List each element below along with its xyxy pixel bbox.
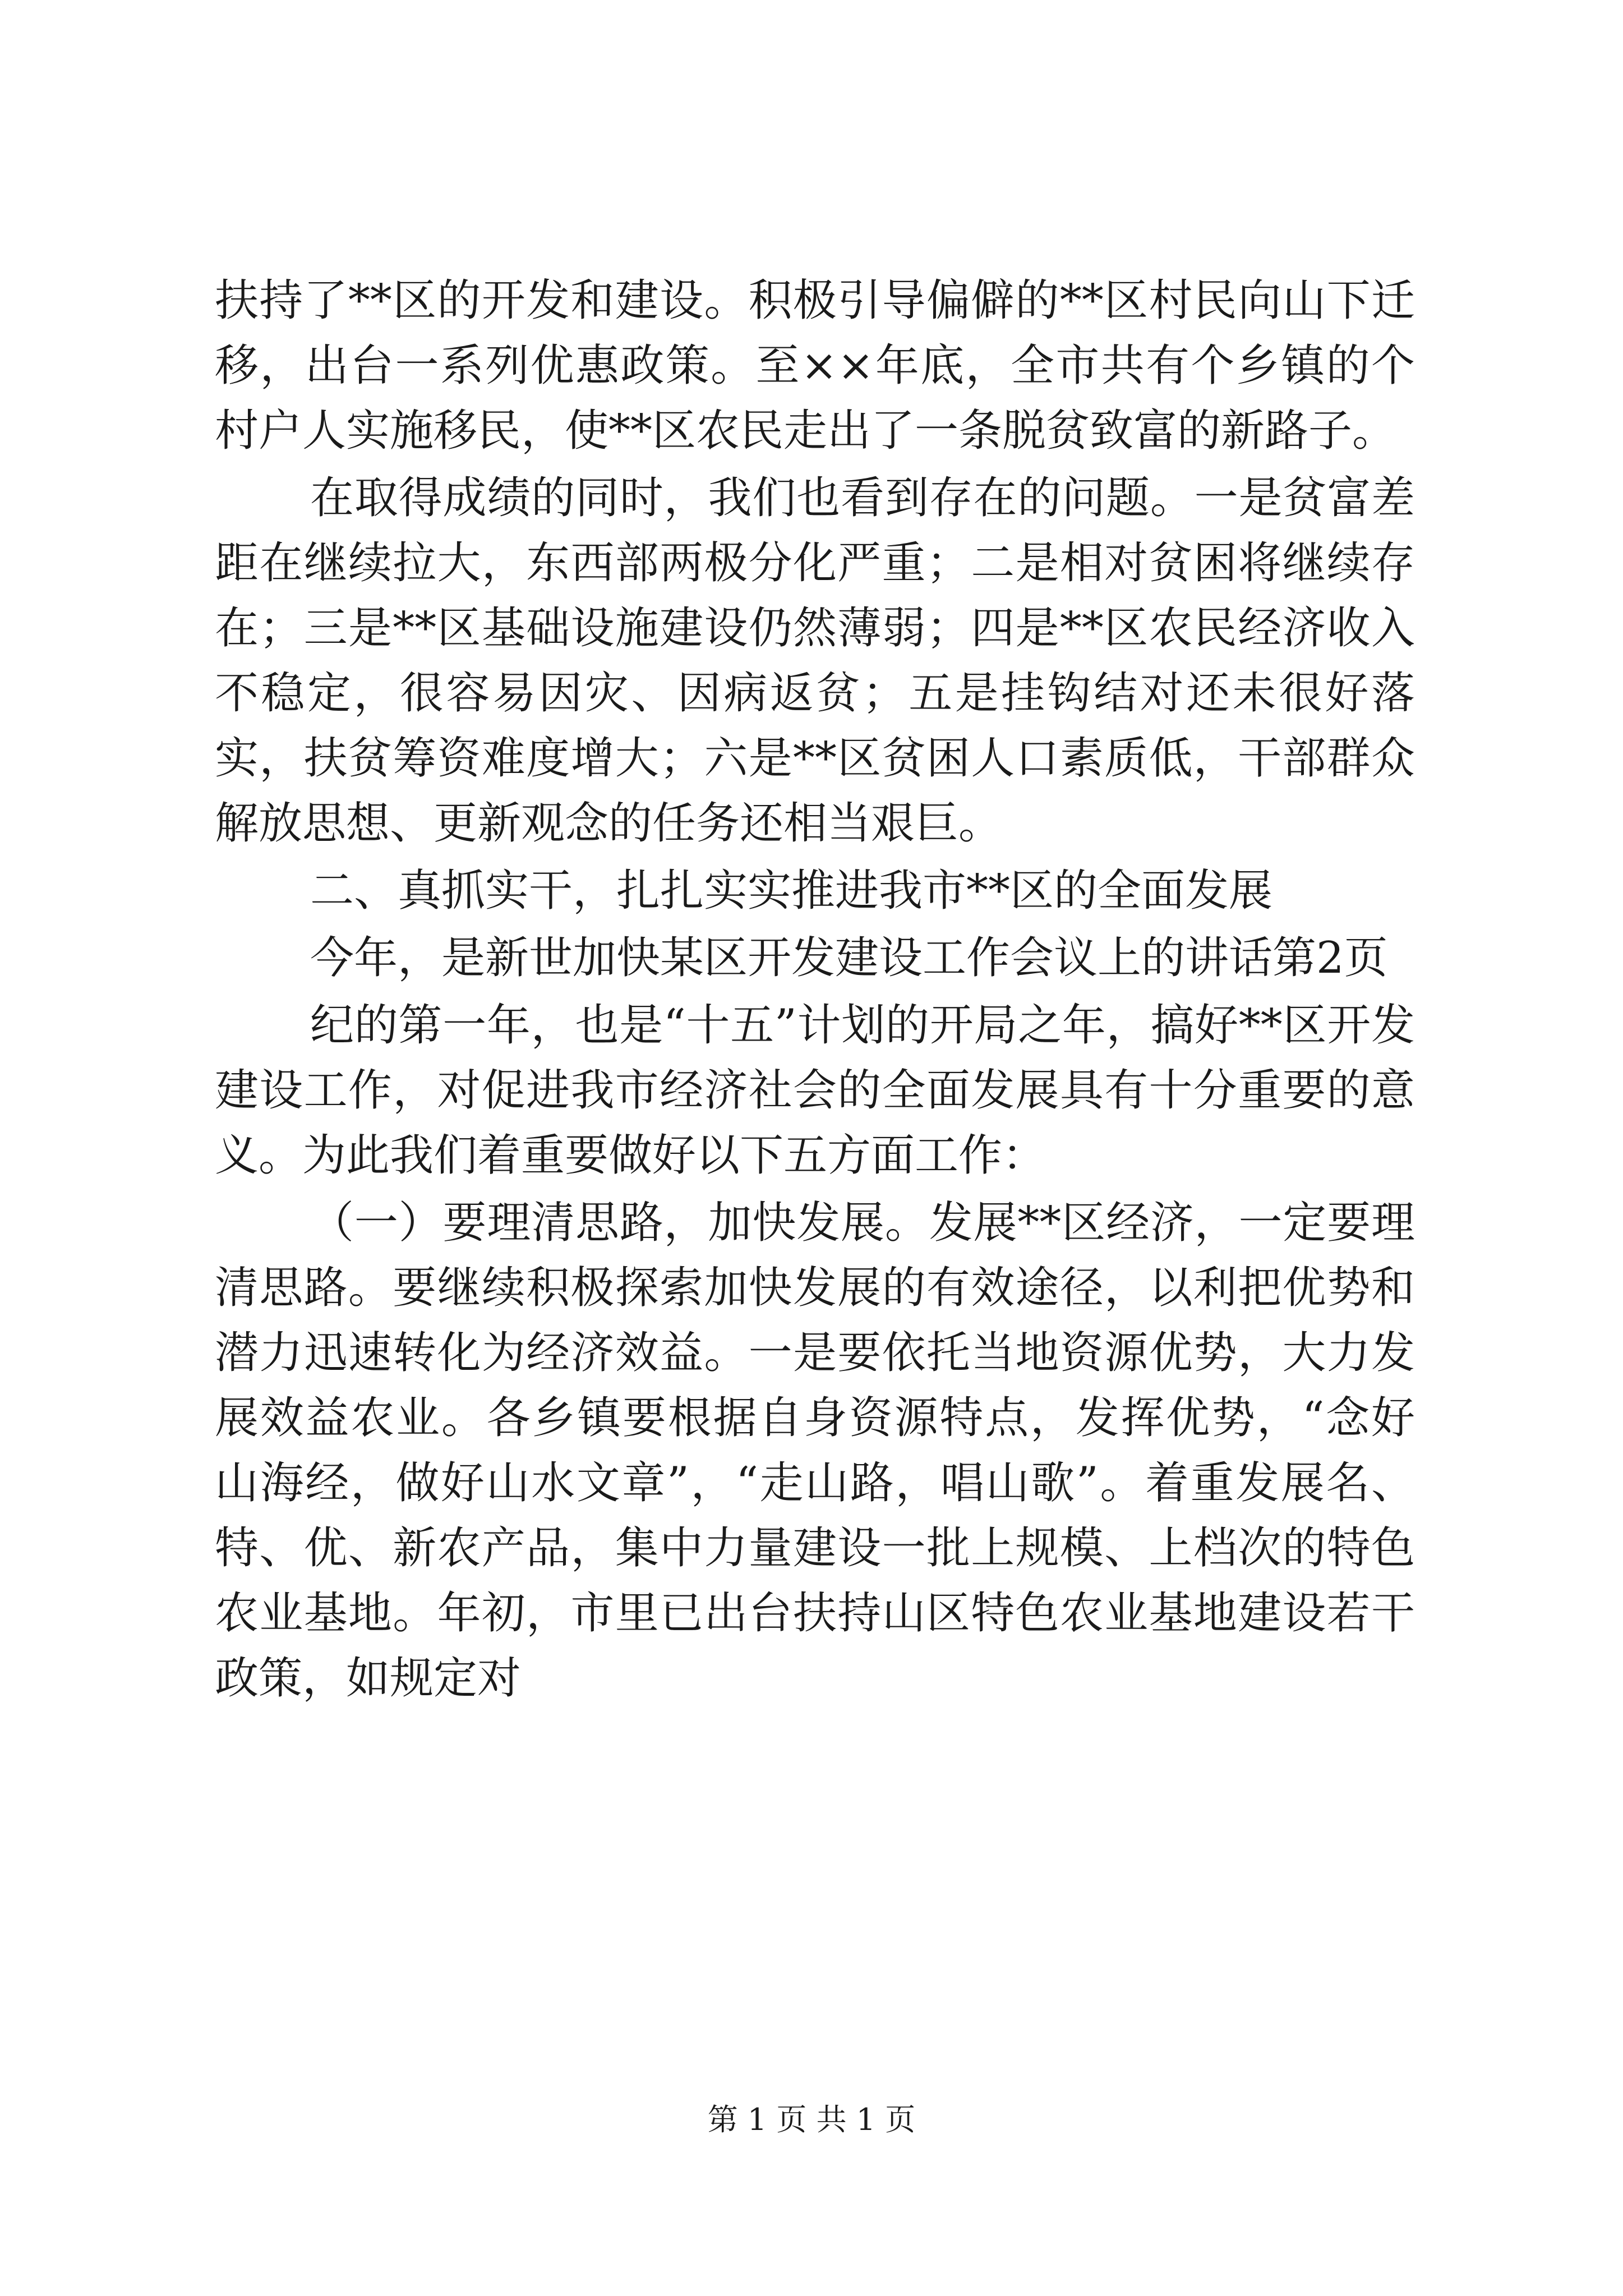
paragraph-clear-thinking: （一）要理清思路，加快发展。发展**区经济，一定要理清思路。要继续积极探索加快发展的有效途径，以利把优势和潜力迅速转化为经济效益。一是要依托当地资源优势，大力发展效益农业。各乡镇要根据自身资源特点，发挥优势，“念好山海经，做好山水文章”，“走山路，唱山歌”。着重发展名、特、优、新农产品，集中力量建设一批上规模、上档次的特色农业基地。年初，市里已出台扶持山区特色农业基地建设若干政策，如规定对 [215,1198,1415,1704]
paragraph-problems: 在取得成绩的同时，我们也看到存在的问题。一是贫富差距在继续拉大，东西部两极分化严重；二是相对贫困将继续存在；三是**区基础设施建设仍然薄弱；四是**区农民经济收入不稳定，很容易因灾、因病返贫；五是挂钩结对还未很好落实，扶贫筹资难度增大；六是**区贫困人口素质低，干部群众解放思想、更新观念的任务还相当艰巨。 [215,473,1415,849]
section-heading-two: 二、真抓实干，扎扎实实推进我市**区的全面发展 [310,866,1273,916]
paragraph-continuation: 扶持了**区的开发和建设。积极引导偏僻的**区村民向山下迁移，出台一系列优惠政策。至××年底，全市共有个乡镇的个村户人实施移民，使**区农民走出了一条脱贫致富的新路子。 [215,275,1415,456]
paragraph-new-century: 纪的第一年，也是“十五”计划的开局之年，搞好**区开发建设工作，对促进我市经济社会的全面发展具有十分重要的意义。为此我们着重要做好以下五方面工作： [215,1000,1415,1181]
paragraph-this-year: 今年，是新世加快某区开发建设工作会议上的讲话第2页 [310,933,1388,983]
page-footer: 第 1 页 共 1 页 [707,2102,916,2137]
document-body [215,268,1415,1713]
